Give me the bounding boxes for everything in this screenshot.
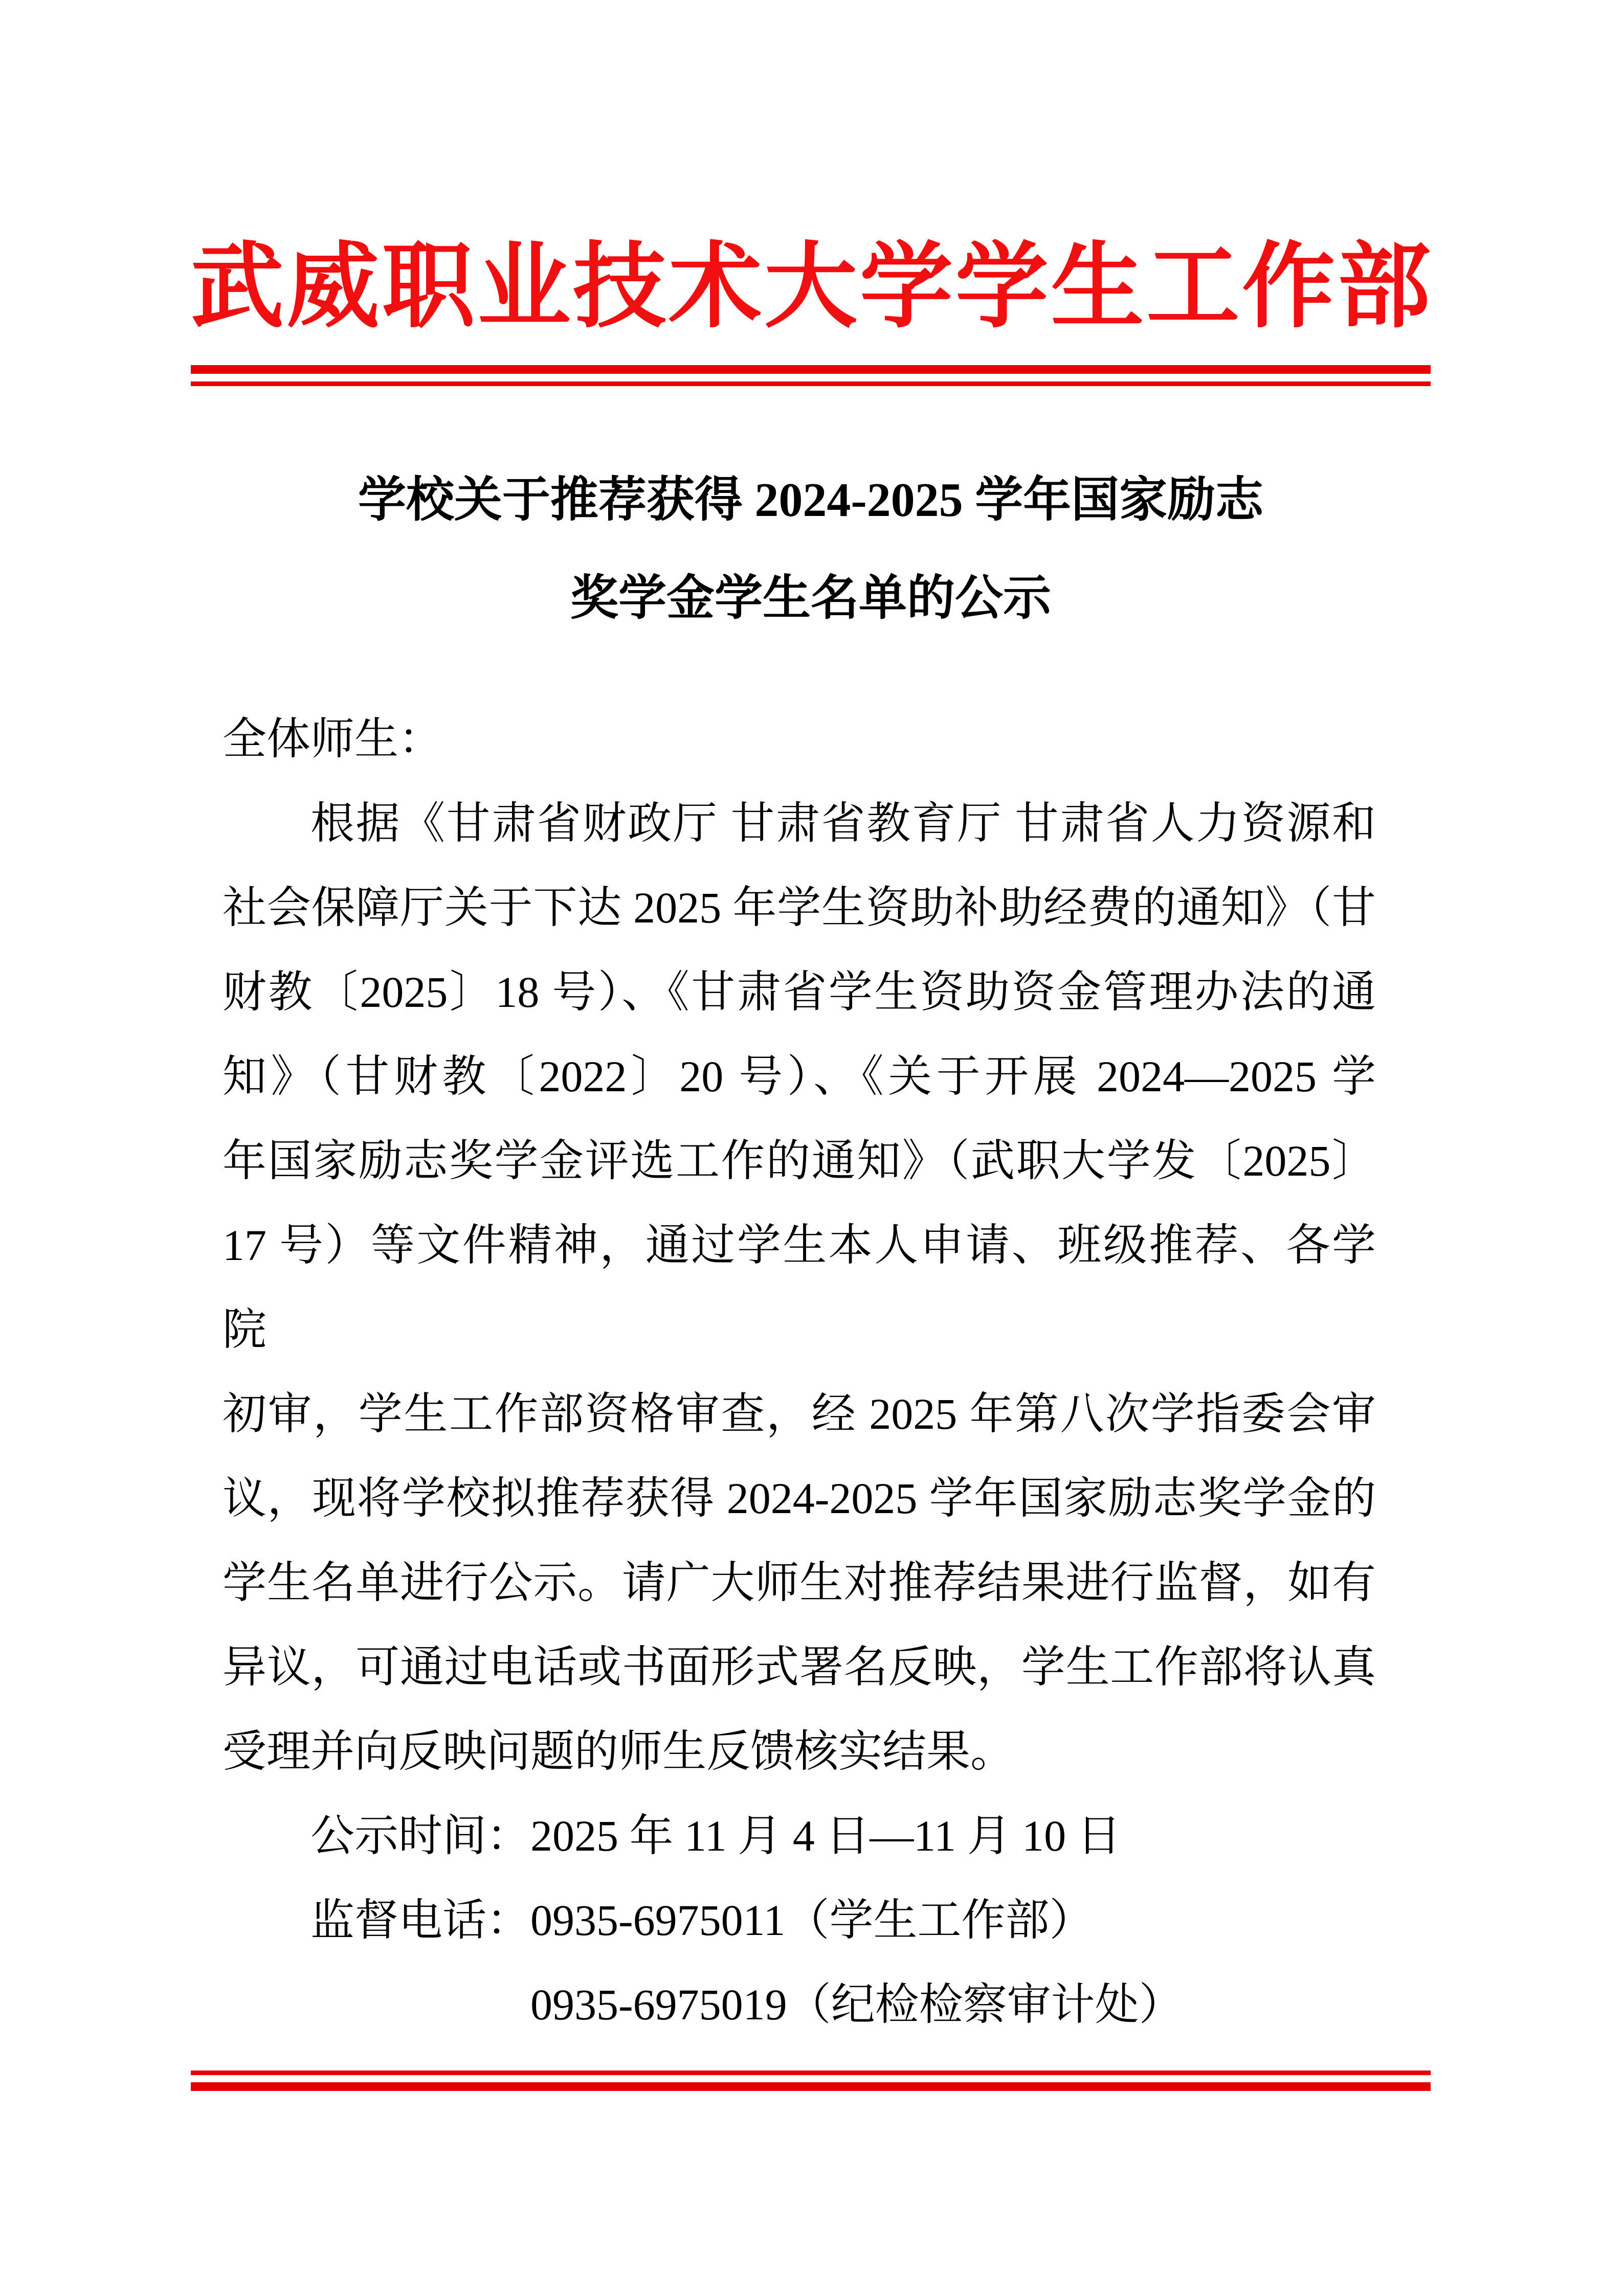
announcement-title-line-2: 奖学金学生名单的公示 <box>570 572 1051 625</box>
announcement-title-line-1: 学校关于推荐获得 2024-2025 学年国家励志 <box>358 474 1264 527</box>
supervision-phone-1: 监督电话：0935-6975011（学生工作部） <box>310 1896 1094 1945</box>
footer-rule-thin <box>191 2070 1431 2075</box>
body-line: 根据《甘肃省财政厅 甘肃省教育厅 甘肃省人力资源和 <box>310 799 1376 848</box>
body-line: 初审，学生工作部资格审查，经 2025 年第八次学指委会审 <box>223 1389 1376 1438</box>
salutation: 全体师生： <box>223 714 442 763</box>
body-line-last: 受理并向反映问题的师生反馈核实结果。 <box>223 1727 1014 1776</box>
body-line: 财教〔2025〕18 号）、《甘肃省学生资助资金管理办法的通 <box>223 967 1376 1017</box>
body-line: 知》（甘财教〔2022〕20 号）、《关于开展 2024—2025 学 <box>223 1052 1376 1101</box>
supervision-phone-2: 0935-6975019（纪检检察审计处） <box>530 1980 1183 2029</box>
footer-rule-thick <box>191 2082 1431 2091</box>
body-line: 年国家励志奖学金评选工作的通知》（武职大学发〔2025〕 <box>223 1136 1376 1185</box>
body-line: 社会保障厅关于下达 2025 年学生资助补助经费的通知》（甘 <box>223 883 1376 932</box>
publicity-period: 公示时间：2025 年 11 月 4 日—11 月 10 日 <box>310 1811 1121 1860</box>
body-line: 学生名单进行公示。请广大师生对推荐结果进行监督，如有 <box>223 1558 1376 1607</box>
announcement-title <box>191 451 1431 647</box>
body-line: 议，现将学校拟推荐获得 2024-2025 学年国家励志奖学金的 <box>223 1474 1376 1523</box>
body-line: 17 号）等文件精神，通过学生本人申请、班级推荐、各学院 <box>223 1221 1376 1354</box>
announcement-body <box>223 697 1376 2047</box>
department-header: 武威职业技术大学学生工作部 <box>191 236 1431 339</box>
body-line: 异议，可通过电话或书面形式署名反映，学生工作部将认真 <box>223 1642 1376 1692</box>
header-rule-thick <box>191 365 1431 374</box>
header-rule-thin <box>191 381 1431 386</box>
